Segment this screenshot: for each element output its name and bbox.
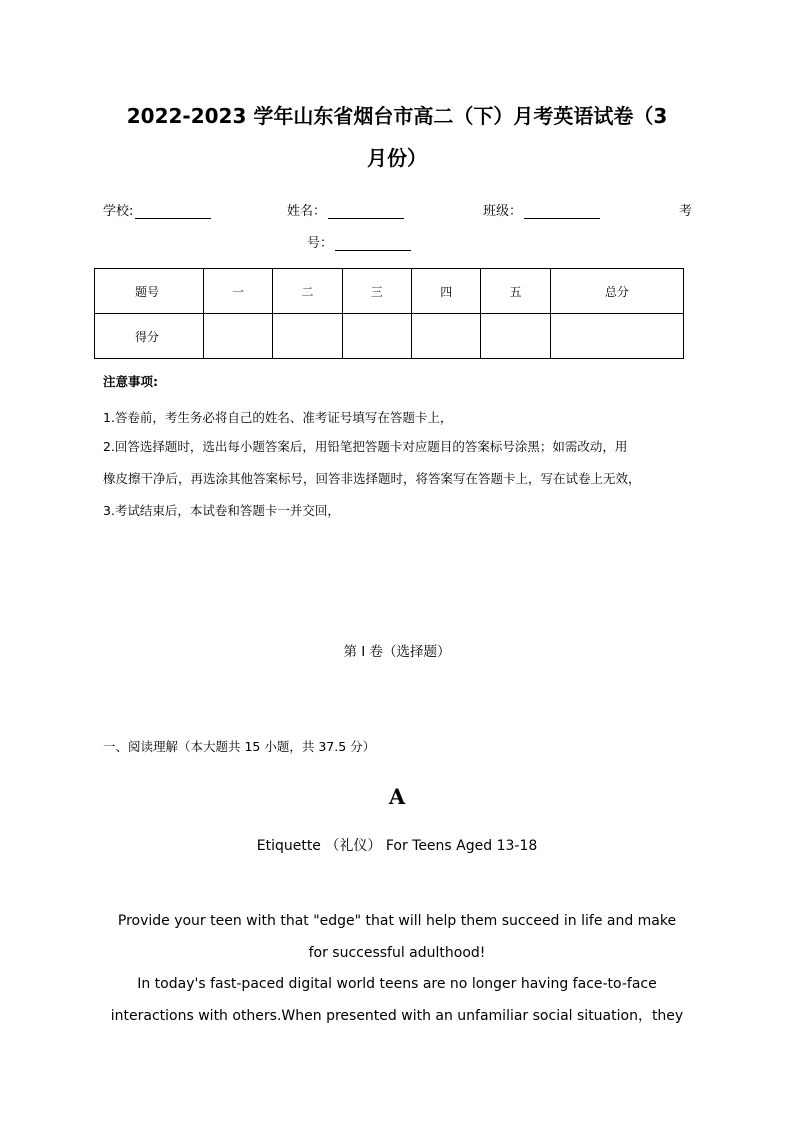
- passage-letter: A: [388, 784, 406, 809]
- class-label: 班级：: [483, 204, 523, 219]
- class-blank[interactable]: [524, 205, 600, 219]
- score-cell[interactable]: [412, 314, 481, 359]
- score-table-row: [95, 314, 684, 359]
- exam-no-field: [307, 232, 411, 251]
- table-header-cell: 一: [204, 269, 273, 314]
- passage-line: Provide your teen with that "edge" that will help them succeed in life and make: [117, 913, 677, 929]
- table-header-cell: 四: [412, 269, 481, 314]
- exam-title-line-2: 月份）: [367, 146, 427, 170]
- exam-no-label-part2: 号：: [307, 236, 334, 251]
- name-label: 姓名：: [287, 204, 327, 219]
- class-field: [483, 200, 600, 219]
- name-blank[interactable]: [328, 205, 404, 219]
- table-header-cell: 总分: [550, 269, 683, 314]
- school-blank[interactable]: [135, 205, 211, 219]
- notes-item: 3.考试结束后，本试卷和答题卡一并交回，: [103, 503, 340, 518]
- score-cell[interactable]: [273, 314, 342, 359]
- notes-item: 橡皮擦干净后，再选涂其他答案标号，回答非选择题时，将答案写在答题卡上，写在试卷上无效，: [103, 471, 641, 486]
- score-table-header-row: [95, 269, 684, 314]
- score-row-label: 得分: [95, 314, 204, 359]
- table-header-cell: 三: [342, 269, 411, 314]
- passage-line: In today's fast-paced digital world teens are no longer having face-to-face: [137, 976, 657, 992]
- exam-no-blank[interactable]: [335, 237, 411, 251]
- score-cell[interactable]: [204, 314, 273, 359]
- exam-no-label-part1: 考: [679, 204, 693, 219]
- table-header-cell: 二: [273, 269, 342, 314]
- part-heading: 一、阅读理解（本大题共 15 小题，共 37.5 分）: [103, 739, 376, 754]
- notes-item: 1.答卷前，考生务必将自己的姓名、准考证号填写在答题卡上，: [103, 410, 453, 425]
- score-table: [94, 268, 684, 359]
- table-header-cell: 题号: [95, 269, 204, 314]
- passage-title: Etiquette （礼仪） For Teens Aged 13-18: [256, 838, 538, 854]
- school-label: 学校:: [103, 204, 134, 219]
- passage-body: [100, 906, 694, 1032]
- score-cell[interactable]: [481, 314, 550, 359]
- passage-line: for successful adulthood!: [308, 944, 486, 961]
- section-title: 第 I 卷（选择题）: [343, 644, 451, 660]
- notes-title: 注意事项:: [103, 374, 158, 389]
- table-header-cell: 五: [481, 269, 550, 314]
- name-field: [287, 200, 404, 219]
- notes-item: 2.回答选择题时，选出每小题答案后，用铅笔把答题卡对应题目的答案标号涂黑；如需改动，用: [103, 439, 628, 454]
- school-field: [103, 200, 211, 219]
- exam-title-line-1: 2022-2023 学年山东省烟台市高二（下）月考英语试卷（3: [126, 104, 668, 128]
- passage-line: interactions with others.When presented with an unfamiliar social situation，they: [110, 1007, 684, 1024]
- score-cell[interactable]: [550, 314, 683, 359]
- score-cell[interactable]: [342, 314, 411, 359]
